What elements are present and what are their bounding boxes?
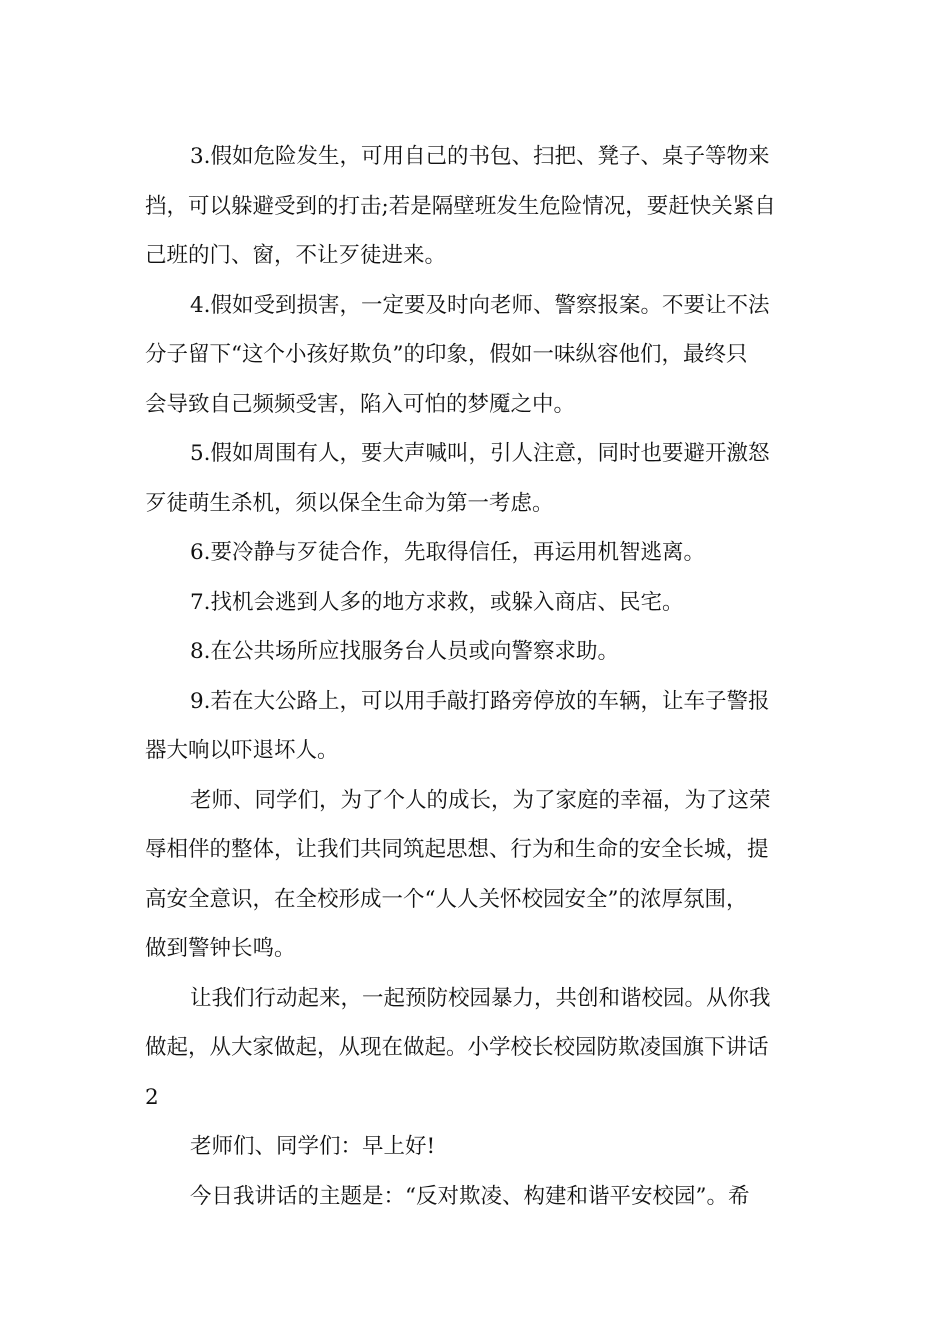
text-line: 会导致自己频频受害，陷入可怕的梦魇之中。 — [145, 391, 576, 417]
text-line: 2 — [145, 1084, 159, 1110]
text-line: 分子留下“这个小孩好欺负”的印象，假如一味纵容他们，最终只 — [145, 342, 748, 367]
text-line: 8.在公共场所应找服务台人员或向警察求助。 — [190, 639, 620, 664]
paragraph-topic — [145, 1172, 805, 1222]
text-line: 9.若在大公路上，可以用手敲打路旁停放的车辆，让车子警报 — [190, 688, 770, 714]
paragraph-item-8 — [145, 627, 805, 677]
paragraph-call-to-action — [145, 974, 805, 1123]
document-body — [145, 132, 805, 1221]
text-line: 做到警钟长鸣。 — [145, 936, 296, 961]
text-line: 高安全意识，在全校形成一个“人人关怀校园安全”的浓厚氛围， — [145, 886, 748, 912]
text-line: 歹徒萌生杀机，须以保全生命为第一考虑。 — [145, 490, 554, 516]
text-line: 老师、同学们，为了个人的成长，为了家庭的幸福，为了这荣 — [190, 787, 771, 813]
text-line: 老师们、同学们：早上好! — [190, 1134, 436, 1159]
text-line: 5.假如周围有人，要大声喊叫，引人注意，同时也要避开激怒 — [190, 441, 770, 466]
text-line: 辱相伴的整体，让我们共同筑起思想、行为和生命的安全长城，提 — [145, 837, 769, 862]
text-line: 6.要冷静与歹徒合作，先取得信任，再运用机智逃离。 — [190, 540, 706, 565]
text-line: 7.找机会逃到人多的地方求救，或躲入商店、民宅。 — [190, 589, 684, 615]
text-line: 让我们行动起来，一起预防校园暴力，共创和谐校园。从你我 — [190, 985, 771, 1011]
text-line: 3.假如危险发生，可用自己的书包、扫把、凳子、桌子等物来 — [190, 144, 770, 169]
text-line: 己班的门、窗，不让歹徒进来。 — [145, 243, 447, 268]
paragraph-item-5 — [145, 429, 805, 528]
paragraph-item-4 — [145, 281, 805, 430]
text-line: 挡，可以躲避受到的打击;若是隔壁班发生危险情况，要赶快关紧自 — [145, 193, 776, 219]
paragraph-item-9 — [145, 677, 805, 776]
text-line: 器大响以吓退坏人。 — [145, 738, 339, 763]
paragraph-item-3 — [145, 132, 805, 281]
paragraph-greeting — [145, 1122, 805, 1172]
paragraph-item-6 — [145, 528, 805, 578]
paragraph-item-7 — [145, 578, 805, 628]
text-line: 4.假如受到损害，一定要及时向老师、警察报案。不要让不法 — [190, 292, 770, 318]
text-line: 做起，从大家做起，从现在做起。小学校长校园防欺凌国旗下讲话 — [145, 1035, 769, 1060]
paragraph-appeal — [145, 776, 805, 974]
text-line: 今日我讲话的主题是：“反对欺凌、构建和谐平安校园”。希 — [190, 1183, 750, 1209]
